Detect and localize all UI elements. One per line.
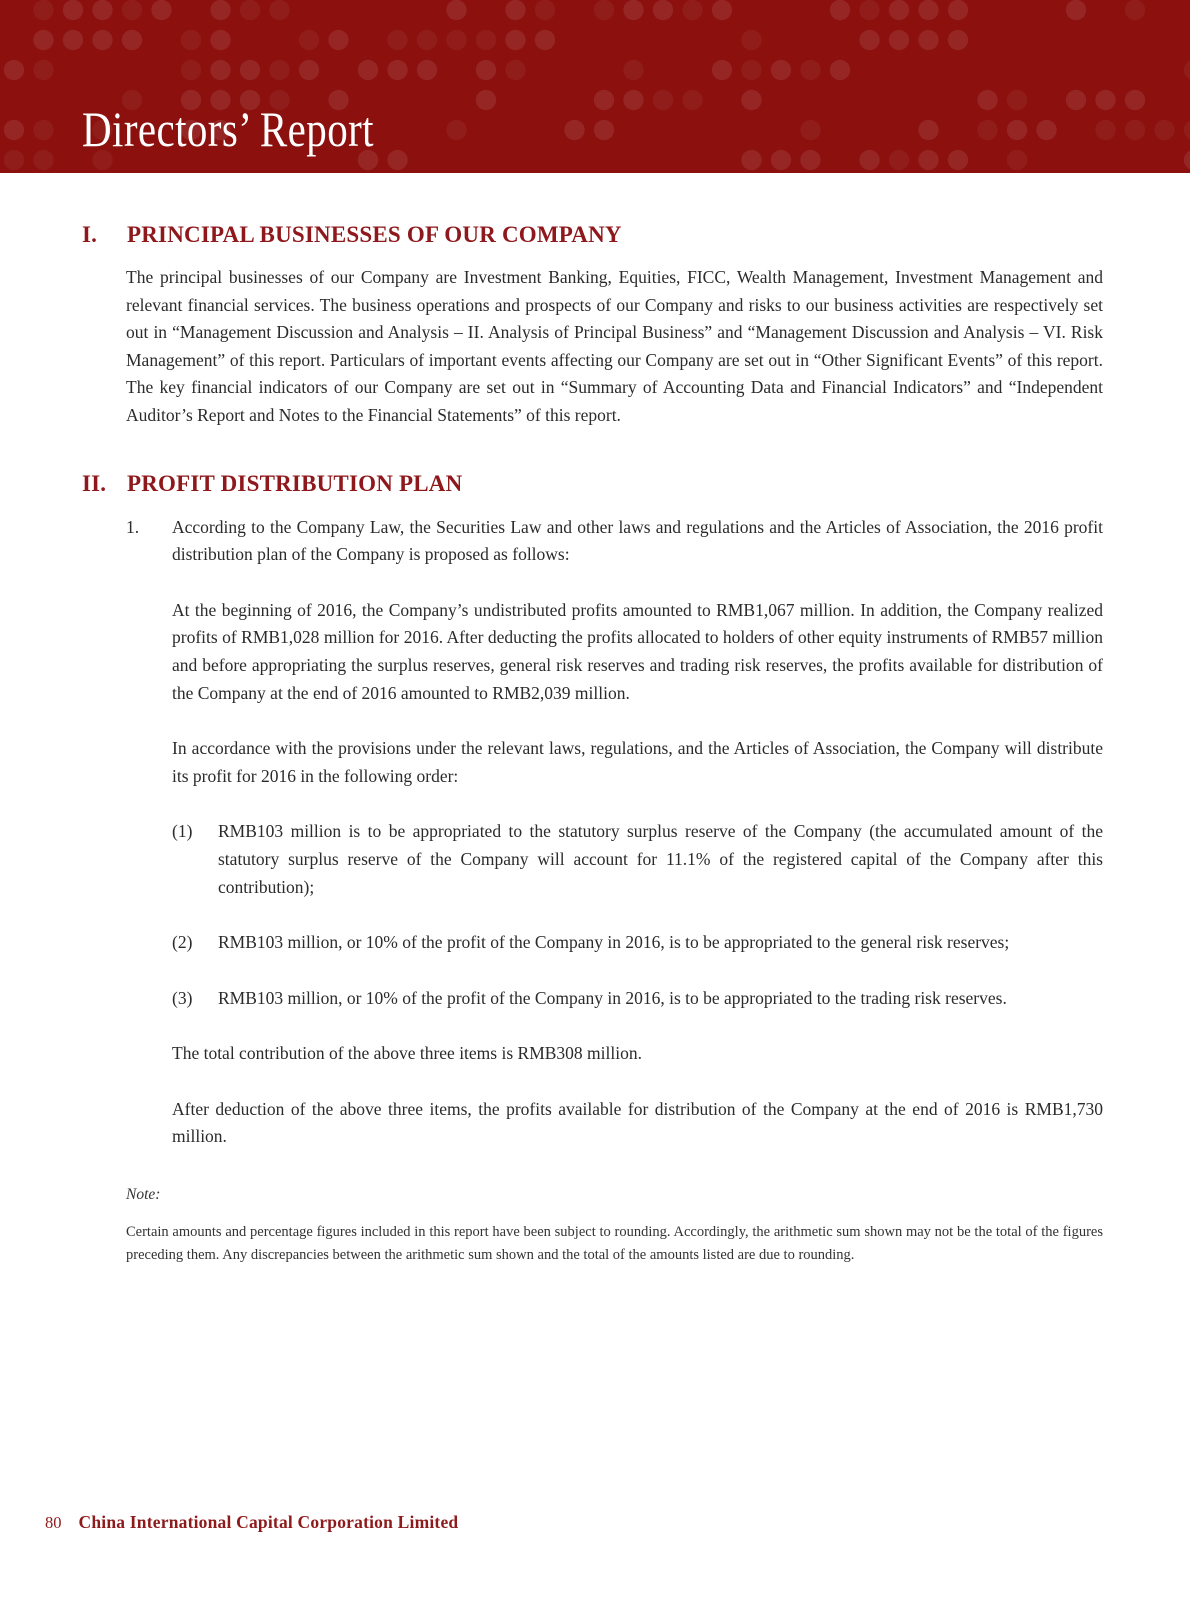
- sub-item-1: [172, 818, 1103, 901]
- page-title: Directors’ Report: [82, 101, 374, 157]
- page-header-banner: [0, 0, 1190, 173]
- sub-item-3-number: (3): [172, 987, 193, 1008]
- page-footer: [45, 1512, 458, 1533]
- section-2-number: II.: [82, 470, 107, 496]
- item-1-paragraph-4: After deduction of the above three items, the profits available for distribution of the Company at the end of 2016 is RMB1,730 million.: [172, 1098, 1103, 1147]
- note-text: Certain amounts and percentage figures included in this report have been subject to rounding. Accordingly, the arithmetic sum shown may not be the total of the figures preceding them. Any discrepancies between the arithmetic sum shown and the total of the amounts listed are due to rounding.: [126, 1224, 1103, 1264]
- item-1-paragraph-1: At the beginning of 2016, the Company’s undistributed profits amounted to RMB1,067 million. In addition, the Company realized profits of RMB1,028 million for 2016. After deducting the profits allocated to holders of other equity instruments of RMB57 million and before appropriating the surplus reserves, general risk reserves and trading risk reserves, the profits available for distribution of the Company at the end of 2016 amounted to RMB2,039 million.: [172, 599, 1103, 703]
- sub-item-2-number: (2): [172, 932, 193, 953]
- item-1-paragraph-3: The total contribution of the above three items is RMB308 million.: [172, 1043, 642, 1064]
- item-1-paragraph-2: In accordance with the provisions under the relevant laws, regulations, and the Articles of Association, the Company will distribute its profit for 2016 in the following order:: [172, 738, 1103, 786]
- section-1-paragraph: The principal businesses of our Company are Investment Banking, Equities, FICC, Wealth Management, Investment Management and relevant financial services. The business operations and prospects of our Company and risks to our business activities are respectively set out in “Management Discussion and Analysis – II. Analysis of Principal Business” and “Management Discussion and Analysis – VI. Risk Management” of this report. Particulars of important events affecting our Company are set out in “Other Significant Events” of this report. The key financial indicators of our Company are set out in “Summary of Accounting Data and Financial Indicators” and “Independent Auditor’s Report and Notes to the Financial Statements” of this report.: [126, 267, 1103, 425]
- section-1-number: I.: [82, 222, 98, 247]
- section-2-title: PROFIT DISTRIBUTION PLAN: [127, 470, 463, 496]
- sub-item-1-number: (1): [172, 821, 193, 842]
- list-item-1: [126, 514, 1103, 569]
- section-1-title: PRINCIPAL BUSINESSES OF OUR COMPANY: [127, 222, 622, 247]
- section-1-heading: [82, 221, 1103, 249]
- section-2-heading: [82, 470, 1103, 498]
- sub-item-3: [172, 985, 1103, 1013]
- sub-item-3-text: RMB103 million, or 10% of the profit of the Company in 2016, is to be appropriated to the trading risk reserves.: [218, 987, 1007, 1008]
- sub-item-2-text: RMB103 million, or 10% of the profit of the Company in 2016, is to be appropriated to the general risk reserves;: [218, 932, 1010, 953]
- sub-item-2: [172, 929, 1103, 957]
- sub-item-1-text: RMB103 million is to be appropriated to the statutory surplus reserve of the Company (the accumulated amount of the statutory surplus reserve of the Company will account for 11.1% of the registered capital of the Company after this contribution);: [218, 821, 1103, 897]
- page-number: 80: [45, 1513, 62, 1532]
- list-item-1-text: According to the Company Law, the Securities Law and other laws and regulations and the Articles of Association, the 2016 profit distribution plan of the Company is proposed as follows:: [172, 516, 1103, 565]
- list-item-1-number: 1.: [126, 516, 140, 537]
- company-name: China International Capital Corporation Limited: [78, 1512, 459, 1532]
- note-label: Note:: [126, 1186, 161, 1204]
